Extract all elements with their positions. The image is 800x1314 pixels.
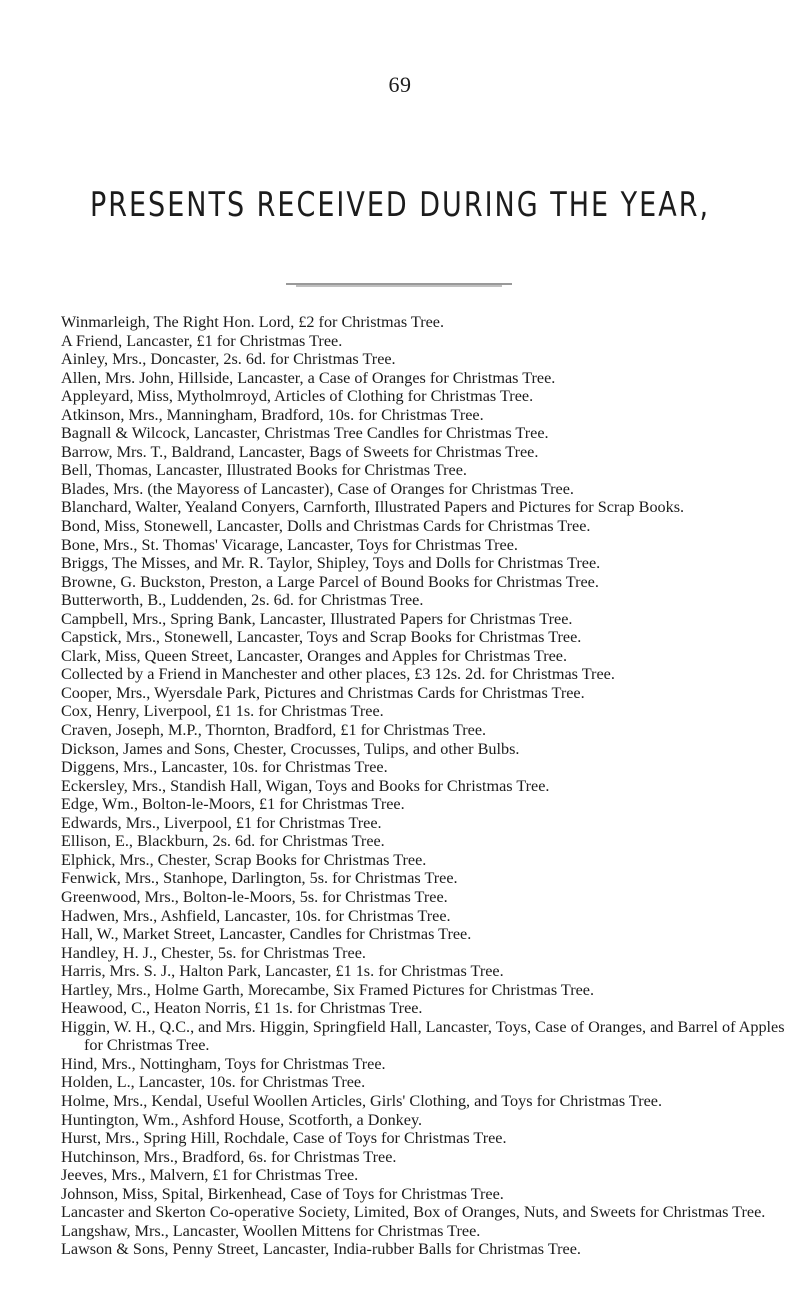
list-item: Hurst, Mrs., Spring Hill, Rochdale, Case of Toys for Christmas Tree. — [61, 1129, 507, 1148]
list-item: Holme, Mrs., Kendal, Useful Woollen Articles, Girls' Clothing, and Toys for Christmas Tree. — [61, 1091, 663, 1110]
list-item: Allen, Mrs. John, Hillside, Lancaster, a Case of Oranges for Christmas Tree. — [61, 368, 556, 387]
list-item: Jeeves, Mrs., Malvern, £1 for Christmas Tree. — [61, 1166, 359, 1185]
list-item: Lawson & Sons, Penny Street, Lancaster, India-rubber Balls for Christmas Tree. — [61, 1240, 581, 1259]
page-number: 69 — [388, 72, 412, 97]
list-item: Hind, Mrs., Nottingham, Toys for Christmas Tree. — [61, 1054, 386, 1073]
list-item: Huntington, Wm., Ashford House, Scotforth, a Donkey. — [61, 1110, 423, 1129]
list-item: Butterworth, B., Luddenden, 2s. 6d. for Christmas Tree. — [61, 591, 424, 610]
list-item: Handley, H. J., Chester, 5s. for Christmas Tree. — [61, 943, 366, 962]
list-item: Cooper, Mrs., Wyersdale Park, Pictures and Christmas Cards for Christmas Tree. — [61, 683, 585, 702]
presents-list — [61, 313, 787, 1259]
list-item: Hadwen, Mrs., Ashfield, Lancaster, 10s. for Christmas Tree. — [61, 906, 451, 925]
list-item: Harris, Mrs. S. J., Halton Park, Lancaster, £1 1s. for Christmas Tree. — [61, 962, 504, 981]
list-item: Hall, W., Market Street, Lancaster, Candles for Christmas Tree. — [61, 925, 472, 944]
list-item: Eckersley, Mrs., Standish Hall, Wigan, Toys and Books for Christmas Tree. — [61, 776, 550, 795]
list-item: Clark, Miss, Queen Street, Lancaster, Oranges and Apples for Christmas Tree. — [61, 646, 568, 665]
list-item: Browne, G. Buckston, Preston, a Large Parcel of Bound Books for Christmas Tree. — [61, 572, 599, 591]
list-item: Barrow, Mrs. T., Baldrand, Lancaster, Bags of Sweets for Christmas Tree. — [61, 442, 539, 461]
list-item: Higgin, W. H., Q.C., and Mrs. Higgin, Springfield Hall, Lancaster, Toys, Case of Oranges, and Barrel of Apples for Christmas Tree. — [61, 1017, 785, 1055]
list-item: Winmarleigh, The Right Hon. Lord, £2 for Christmas Tree. — [61, 313, 445, 331]
list-item: Hartley, Mrs., Holme Garth, Morecambe, Six Framed Pictures for Christmas Tree. — [61, 980, 595, 999]
list-item: Elphick, Mrs., Chester, Scrap Books for Christmas Tree. — [61, 850, 427, 869]
list-item: Bond, Miss, Stonewell, Lancaster, Dolls and Christmas Cards for Christmas Tree. — [61, 517, 591, 536]
list-item: Bell, Thomas, Lancaster, Illustrated Books for Christmas Tree. — [61, 461, 467, 480]
list-item: A Friend, Lancaster, £1 for Christmas Tree. — [61, 331, 343, 350]
list-item: Langshaw, Mrs., Lancaster, Woollen Mittens for Christmas Tree. — [61, 1221, 481, 1240]
list-item: Atkinson, Mrs., Manningham, Bradford, 10s. for Christmas Tree. — [61, 405, 484, 424]
list-item: Collected by a Friend in Manchester and other places, £3 12s. 2d. for Christmas Tree. — [61, 665, 615, 684]
list-item: Ainley, Mrs., Doncaster, 2s. 6d. for Christmas Tree. — [61, 350, 396, 369]
list-item: Edge, Wm., Bolton-le-Moors, £1 for Christmas Tree. — [61, 795, 405, 814]
list-item: Fenwick, Mrs., Stanhope, Darlington, 5s. for Christmas Tree. — [61, 869, 458, 888]
list-item: Greenwood, Mrs., Bolton-le-Moors, 5s. for Christmas Tree. — [61, 887, 448, 906]
list-item: Blanchard, Walter, Yealand Conyers, Carnforth, Illustrated Papers and Pictures for Scrap Books. — [61, 498, 685, 517]
list-item: Bone, Mrs., St. Thomas' Vicarage, Lancaster, Toys for Christmas Tree. — [61, 535, 518, 554]
list-item: Hutchinson, Mrs., Bradford, 6s. for Christmas Tree. — [61, 1147, 397, 1166]
list-item: Cox, Henry, Liverpool, £1 1s. for Christmas Tree. — [61, 702, 384, 721]
list-item: Holden, L., Lancaster, 10s. for Christmas Tree. — [61, 1073, 366, 1092]
list-item: Appleyard, Miss, Mytholmroyd, Articles of Clothing for Christmas Tree. — [61, 387, 534, 406]
list-item: Dickson, James and Sons, Chester, Crocusses, Tulips, and other Bulbs. — [61, 739, 520, 758]
list-item: Bagnall & Wilcock, Lancaster, Christmas Tree Candles for Christmas Tree. — [61, 424, 549, 443]
list-item: Ellison, E., Blackburn, 2s. 6d. for Christmas Tree. — [61, 832, 385, 851]
list-item: Capstick, Mrs., Stonewell, Lancaster, Toys and Scrap Books for Christmas Tree. — [61, 628, 582, 647]
list-item: Edwards, Mrs., Liverpool, £1 for Christmas Tree. — [61, 813, 382, 832]
list-item: Johnson, Miss, Spital, Birkenhead, Case of Toys for Christmas Tree. — [61, 1184, 504, 1203]
page-title: PRESENTS RECEIVED DURING THE YEAR, — [89, 186, 711, 225]
list-item: Briggs, The Misses, and Mr. R. Taylor, Shipley, Toys and Dolls for Christmas Tree. — [61, 554, 601, 573]
list-item: Craven, Joseph, M.P., Thornton, Bradford, £1 for Christmas Tree. — [61, 721, 487, 740]
list-item: Lancaster and Skerton Co-operative Society, Limited, Box of Oranges, Nuts, and Sweets for Christmas Tree. — [61, 1203, 766, 1222]
list-item: Blades, Mrs. (the Mayoress of Lancaster), Case of Oranges for Christmas Tree. — [61, 479, 574, 498]
list-item: Heawood, C., Heaton Norris, £1 1s. for Christmas Tree. — [61, 999, 423, 1018]
decorative-rule — [286, 283, 512, 287]
list-item: Campbell, Mrs., Spring Bank, Lancaster, Illustrated Papers for Christmas Tree. — [61, 609, 573, 628]
list-item: Diggens, Mrs., Lancaster, 10s. for Christmas Tree. — [61, 758, 388, 777]
